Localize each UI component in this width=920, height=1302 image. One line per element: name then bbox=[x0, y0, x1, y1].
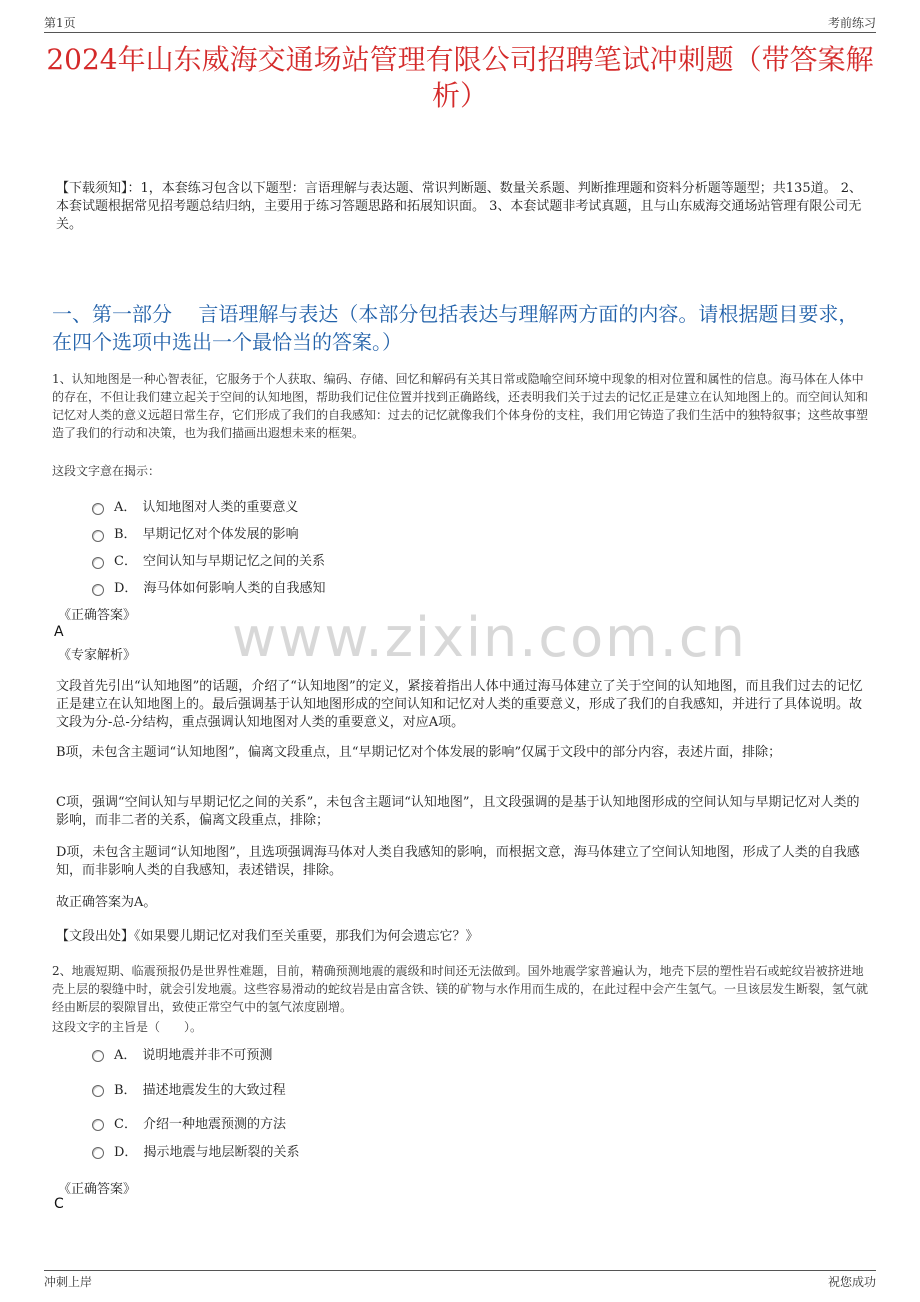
question-1-stem: 1、认知地图是一种心智表征，它服务于个人获取、编码、存储、回忆和解码有关其日常或隐喻空间环境中现象的相对位置和属性的信息。海马体在人体中的存在，不但让我们建立起关于空间的认知地图，帮助我们记住位置并找到正确路线，还表明我们关于过去的记忆正是建立在认知地图上的。而空间认知和记忆对人类的意义远超日常生存，它们形成了我们的自我感知：过去的记忆就像我们个体身份的支柱，我们用它铸造了我们生活中的独特叙事；这些故事塑造了我们的行动和决策，也为我们描画出遐想未来的框架。 bbox=[52, 372, 869, 440]
question-2-option-c[interactable] bbox=[92, 1108, 299, 1136]
source-citation: 【文段出处】《如果婴儿期记忆对我们至关重要，那我们为何会遗忘它？》 bbox=[56, 929, 479, 944]
question-1-prompt: 这段文字意在揭示： bbox=[52, 464, 161, 478]
question-2-prompt: 这段文字的主旨是（ ）。 bbox=[52, 1020, 203, 1034]
option-letter: B． bbox=[114, 527, 137, 542]
watermark: www.zixin.com.cn bbox=[232, 606, 747, 669]
question-1-analysis-label: 《专家解析》 bbox=[58, 648, 137, 663]
question-2-answer: C bbox=[54, 1196, 64, 1212]
download-notice: 【下载须知】：1，本套练习包含以下题型：言语理解与表达题、常识判断题、数量关系题、判断推理题和资料分析题等题型；共135道。 2、本套试题根据常见招考题总结归纳，主要用于练习答题思路和拓展知识面。 3、本套试题非考试真题，且与山东威海交通场站管理有限公司无关。 bbox=[56, 181, 862, 232]
option-text: 揭示地震与地层断裂的关系 bbox=[143, 1144, 300, 1160]
question-2-option-a[interactable] bbox=[92, 1038, 299, 1068]
question-2-option-d[interactable] bbox=[92, 1136, 299, 1164]
radio-icon[interactable] bbox=[92, 557, 104, 569]
option-letter: D． bbox=[114, 581, 138, 596]
document-title: 2024年山东威海交通场站管理有限公司招聘笔试冲刺题（带答案解析） bbox=[46, 43, 874, 112]
option-letter: D． bbox=[114, 1144, 138, 1160]
option-letter: A． bbox=[114, 1047, 137, 1063]
question-1-options bbox=[92, 492, 325, 600]
radio-icon[interactable] bbox=[92, 584, 104, 596]
question-2-option-b[interactable] bbox=[92, 1068, 299, 1108]
footer-left: 冲刺上岸 bbox=[44, 1275, 93, 1289]
option-letter: C． bbox=[114, 1116, 137, 1132]
header-tag: 考前练习 bbox=[827, 16, 876, 30]
analysis-paragraph: 故正确答案为A。 bbox=[56, 895, 157, 910]
page-number: 第1页 bbox=[44, 16, 76, 30]
footer-right: 祝您成功 bbox=[827, 1275, 876, 1289]
option-text: 海马体如何影响人类的自我感知 bbox=[143, 581, 326, 596]
question-1-option-d[interactable] bbox=[92, 573, 325, 600]
question-1-option-b[interactable] bbox=[92, 519, 325, 546]
option-letter: B． bbox=[114, 1082, 137, 1098]
option-text: 描述地震发生的大致过程 bbox=[142, 1082, 286, 1098]
page-header bbox=[44, 12, 876, 33]
radio-icon[interactable] bbox=[92, 503, 104, 515]
analysis-paragraph: 文段首先引出“认知地图”的话题，介绍了“认知地图”的定义，紧接着指出人体中通过海马体建立了关于空间的认知地图，而且我们过去的记忆正是建立在认知地图上的。最后强调基于认知地图形成的空间认知和记忆对人类的重要意义，形成了我们的自我感知，并进行了具体说明。故文段为分-总-分结构，重点强调认知地图对人类的重要意义，对应A项。 bbox=[56, 679, 863, 730]
option-letter: A． bbox=[114, 500, 137, 515]
question-2-answer-label: 《正确答案》 bbox=[58, 1182, 137, 1197]
analysis-paragraph: B项，未包含主题词“认知地图”，偏离文段重点，且“早期记忆对个体发展的影响”仅属于文段中的部分内容，表述片面，排除； bbox=[56, 745, 782, 760]
question-1-option-a[interactable] bbox=[92, 492, 325, 519]
radio-icon[interactable] bbox=[92, 1050, 104, 1062]
question-2-stem: 2、地震短期、临震预报仍是世界性难题，目前，精确预测地震的震级和时间还无法做到。国外地震学家普遍认为，地壳下层的塑性岩石或蛇纹岩被挤进地壳上层的裂缝中时，就会引发地震。这些容易滑动的蛇纹岩是由富含铁、镁的矿物与水作用而生成的，在此过程中会产生氢气。一旦该层发生断裂，氢气就经由断层的裂隙冒出，致使正常空气中的氢气浓度剧增。 bbox=[52, 964, 869, 1014]
question-1-option-c[interactable] bbox=[92, 546, 325, 573]
analysis-paragraph: D项，未包含主题词“认知地图”，且选项强调海马体对人类自我感知的影响，而根据文意，海马体建立了空间认知地图，形成了人类的自我感知，而非影响人类的自我感知，表述错误，排除。 bbox=[56, 845, 860, 878]
radio-icon[interactable] bbox=[92, 530, 104, 542]
analysis-paragraph: C项，强调“空间认知与早期记忆之间的关系”，未包含主题词“认知地图”，且文段强调的是基于认知地图形成的空间认知与早期记忆对人类的影响，而非二者的关系，偏离文段重点，排除； bbox=[56, 795, 860, 828]
page-footer bbox=[44, 1270, 876, 1291]
radio-icon[interactable] bbox=[92, 1147, 104, 1159]
question-1-answer: A bbox=[54, 624, 64, 640]
option-text: 认知地图对人类的重要意义 bbox=[142, 500, 299, 515]
option-letter: C． bbox=[114, 554, 137, 569]
section-title: 一、第一部分 言语理解与表达（本部分包括表达与理解两方面的内容。请根据题目要求，在四个选项中选出一个最恰当的答案。） bbox=[52, 302, 859, 354]
option-text: 介绍一种地震预测的方法 bbox=[142, 1116, 286, 1132]
option-text: 空间认知与早期记忆之间的关系 bbox=[142, 554, 325, 569]
option-text: 说明地震并非不可预测 bbox=[142, 1047, 273, 1063]
question-1-answer-label: 《正确答案》 bbox=[58, 608, 137, 623]
question-2-options bbox=[92, 1038, 299, 1164]
radio-icon[interactable] bbox=[92, 1085, 104, 1097]
radio-icon[interactable] bbox=[92, 1119, 104, 1131]
option-text: 早期记忆对个体发展的影响 bbox=[142, 527, 299, 542]
